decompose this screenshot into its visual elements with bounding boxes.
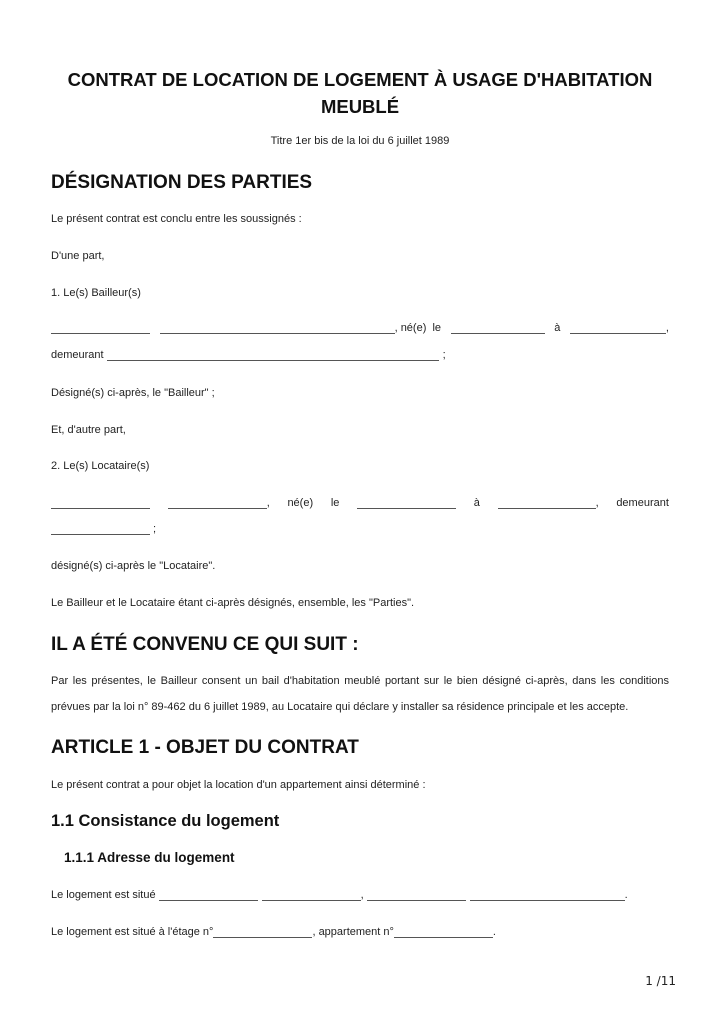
address-line [51, 889, 628, 901]
floor-line-end: . [492, 926, 496, 938]
locataire-firstname-field[interactable] [51, 498, 150, 509]
bailleur-birthplace-field[interactable] [570, 323, 666, 334]
bailleur-address-field[interactable] [107, 350, 439, 361]
bailleur-lastname-field[interactable] [160, 323, 395, 334]
address-street-field[interactable] [262, 890, 361, 901]
article1-intro: Le présent contrat a pour objet la location d'un appartement ainsi déterminé : [51, 779, 426, 791]
bailleur-identity-line [51, 322, 669, 334]
address-comma: , [360, 889, 364, 901]
address-city-field[interactable] [470, 890, 625, 901]
locataire-birthdate-field[interactable] [357, 498, 456, 509]
locataire-designation: désigné(s) ci-après le "Locataire". [51, 560, 216, 572]
heading-designation-parties: DÉSIGNATION DES PARTIES [51, 172, 313, 193]
document-title: CONTRAT DE LOCATION DE LOGEMENT À USAGE D'HABITATION MEUBLÉ [67, 69, 653, 117]
first-part-label: D'une part, [51, 250, 105, 262]
bailleur-designation: Désigné(s) ci-après, le "Bailleur" ; [51, 387, 215, 399]
floor-line [51, 926, 496, 938]
convenu-paragraph-line2: prévues par la loi n° 89-462 du 6 juillet 1989, au Locataire qui déclare y installer sa résidence principale et les accepte. [51, 701, 629, 713]
locataire-address-line [51, 523, 156, 535]
bailleur-address-line [51, 349, 446, 361]
second-part-label: Et, d'autre part, [51, 424, 126, 436]
locataire-lastname-field[interactable] [168, 498, 267, 509]
locataire-address-field[interactable] [51, 524, 150, 535]
locataire-birthplace-field[interactable] [498, 498, 596, 509]
bailleur-demeurant-label: demeurant [51, 349, 104, 361]
locataire-identity-line [51, 497, 669, 509]
bailleur-address-semicolon: ; [442, 349, 446, 361]
page-number: 1 /11 [645, 974, 676, 988]
bailleur-a-label: à [554, 322, 561, 334]
address-postcode-field[interactable] [367, 890, 466, 901]
bailleur-nee-label: , né(e) le [394, 322, 442, 334]
bailleur-firstname-field[interactable] [51, 323, 150, 334]
locataire-line-comma2: , [595, 497, 599, 509]
heading-convenu: IL A ÉTÉ CONVENU CE QUI SUIT : [51, 634, 359, 655]
address-end: . [624, 889, 628, 901]
locataire-address-semicolon: ; [153, 523, 157, 535]
locataire-demeurant-label: demeurant [616, 497, 669, 509]
locataire-le-label: le [330, 497, 340, 509]
floor-label: Le logement est situé à l'étage n° [51, 926, 214, 938]
floor-number-field[interactable] [213, 927, 312, 938]
parties-intro: Le présent contrat est conclu entre les soussignés : [51, 213, 302, 225]
bailleur-label: 1. Le(s) Bailleur(s) [51, 287, 141, 299]
apartment-label: , appartement n° [312, 926, 394, 938]
locataire-nee-label: né(e) [287, 497, 314, 509]
bailleur-line-comma: , [665, 322, 669, 334]
heading-consistance-logement: 1.1 Consistance du logement [51, 812, 280, 830]
convenu-paragraph-line1: Par les présentes, le Bailleur consent un bail d'habitation meublé portant sur le bien désigné ci-après, dans les conditions [51, 675, 669, 687]
heading-adresse-logement: 1.1.1 Adresse du logement [64, 850, 235, 865]
address-number-field[interactable] [159, 890, 258, 901]
heading-article-1: ARTICLE 1 - OBJET DU CONTRAT [51, 737, 359, 758]
locataire-label: 2. Le(s) Locataire(s) [51, 460, 150, 472]
bailleur-birthdate-field[interactable] [451, 323, 545, 334]
locataire-a-label: à [473, 497, 480, 509]
document-subtitle: Titre 1er bis de la loi du 6 juillet 1989 [270, 135, 450, 147]
apartment-number-field[interactable] [394, 927, 493, 938]
locataire-line-comma: , [266, 497, 270, 509]
address-label: Le logement est situé [51, 889, 156, 901]
parties-sentence: Le Bailleur et le Locataire étant ci-après désignés, ensemble, les "Parties". [51, 597, 415, 609]
